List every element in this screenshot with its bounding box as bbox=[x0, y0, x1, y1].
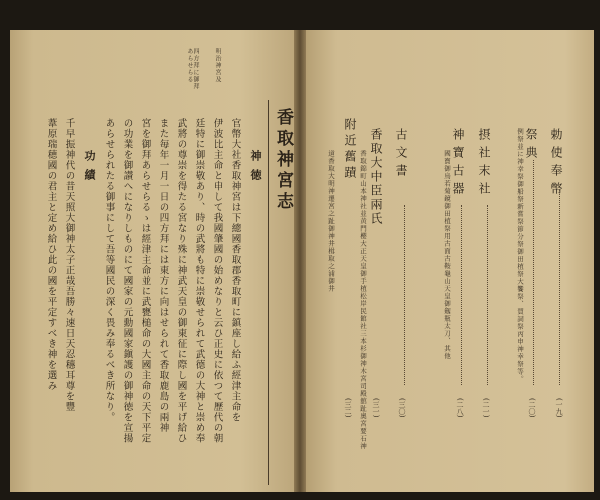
toc-leader-4 bbox=[461, 205, 462, 385]
toc-title-2: 祭典 bbox=[524, 128, 538, 164]
toc-title-6: 香取大中臣兩氏 bbox=[369, 128, 383, 226]
toc-page-3: (二一) bbox=[482, 398, 490, 418]
toc-title-7: 附近舊蹟 bbox=[343, 118, 357, 182]
toc-note-2: 例祭並に神幸祭御船祭新嘗祭節分祭御田植祭大饗祭、賀詞祭丙申神幸祭等。 bbox=[516, 128, 524, 383]
toc-note-6: 香取錦町山本神社並黄門櫻大正天皇御手植松岸民館社三本杉御神木宮司殿舘趾奧宮要石神 bbox=[359, 150, 367, 450]
toc-note-4: 國寶御鳥若菊鏡御田植祭用古面古鞍龜山天皇御劔瓶太刀、其他 bbox=[443, 150, 451, 360]
toc-leader-2 bbox=[533, 160, 534, 385]
toc-page-7: (三二) bbox=[344, 398, 352, 418]
section-title: 神徳 bbox=[249, 150, 262, 188]
section-line-7: の功業を御讃へになりしものにて國家の元勳國家鎭護の御神徳を宣揚 bbox=[121, 118, 133, 444]
subsection-title: 功績 bbox=[83, 150, 96, 188]
toc-leader-3 bbox=[487, 205, 488, 385]
section-line-4: 武將の尊崇を得たる宮なり殊に神武天皇の御東征に際し國を平げ給ひ bbox=[175, 118, 187, 444]
toc-leader-1 bbox=[559, 190, 560, 385]
toc-page-5: (三〇) bbox=[398, 398, 406, 418]
toc-title-4: 神寶古器 bbox=[451, 128, 465, 200]
subsection-line-1: 千早振神代の昔天照大御神太子正哉吾勝々速日天忍穗耳尊を豐 bbox=[63, 118, 75, 412]
toc-title-1: 勅使奉幣 bbox=[549, 128, 563, 200]
subsection-line-2: 葦原瑞穂國の君主と定め給ひ此の國を平定すべき神を選み bbox=[45, 118, 57, 391]
section-line-8: あらせられたる御事にして吾等國民の深く畏み奉るべき所なり。 bbox=[103, 118, 115, 423]
section-line-5: また毎年一月一日の四方拜には東方に向はせられて香取鹿島の兩神 bbox=[157, 118, 169, 433]
toc-page-1: (一九) bbox=[555, 398, 563, 418]
toc-leader-5 bbox=[404, 205, 405, 385]
section-line-3: 廷特に御崇敬あり、時の武將も特に崇敬せられて武德の大神と崇め奉 bbox=[193, 118, 205, 444]
toc-page-6: (三一) bbox=[372, 398, 380, 418]
section-line-1: 官幣大社香取神宮は下總國香取郡香取町に鎮座し給ふ經津主命を bbox=[229, 118, 241, 423]
section-line-6: 宮を御拜あらせらるゝは經津主命並に武甕槌命の大國主命の天下平定 bbox=[139, 118, 151, 444]
toc-page-2: (二〇) bbox=[528, 398, 536, 418]
toc-title-3: 摂社末社 bbox=[477, 128, 491, 200]
toc-page-4: (二八) bbox=[456, 398, 464, 418]
running-head: 香取神宮志 bbox=[273, 108, 293, 213]
header-rule bbox=[268, 100, 269, 485]
top-note-1: 明治神宮及 bbox=[214, 48, 221, 83]
top-note-2: 四方拜に御拜あらせらる bbox=[186, 48, 199, 90]
book-spine bbox=[294, 30, 306, 492]
toc-note-7: 道香取大明神遷宮之趾御神井楫取之浦御井 bbox=[327, 150, 335, 293]
toc-title-5: 古文書 bbox=[394, 128, 408, 182]
section-line-2: 伊波比主命と申して我國肇國の始めなりと云ひ正史に依つて歷代の朝 bbox=[211, 118, 223, 444]
